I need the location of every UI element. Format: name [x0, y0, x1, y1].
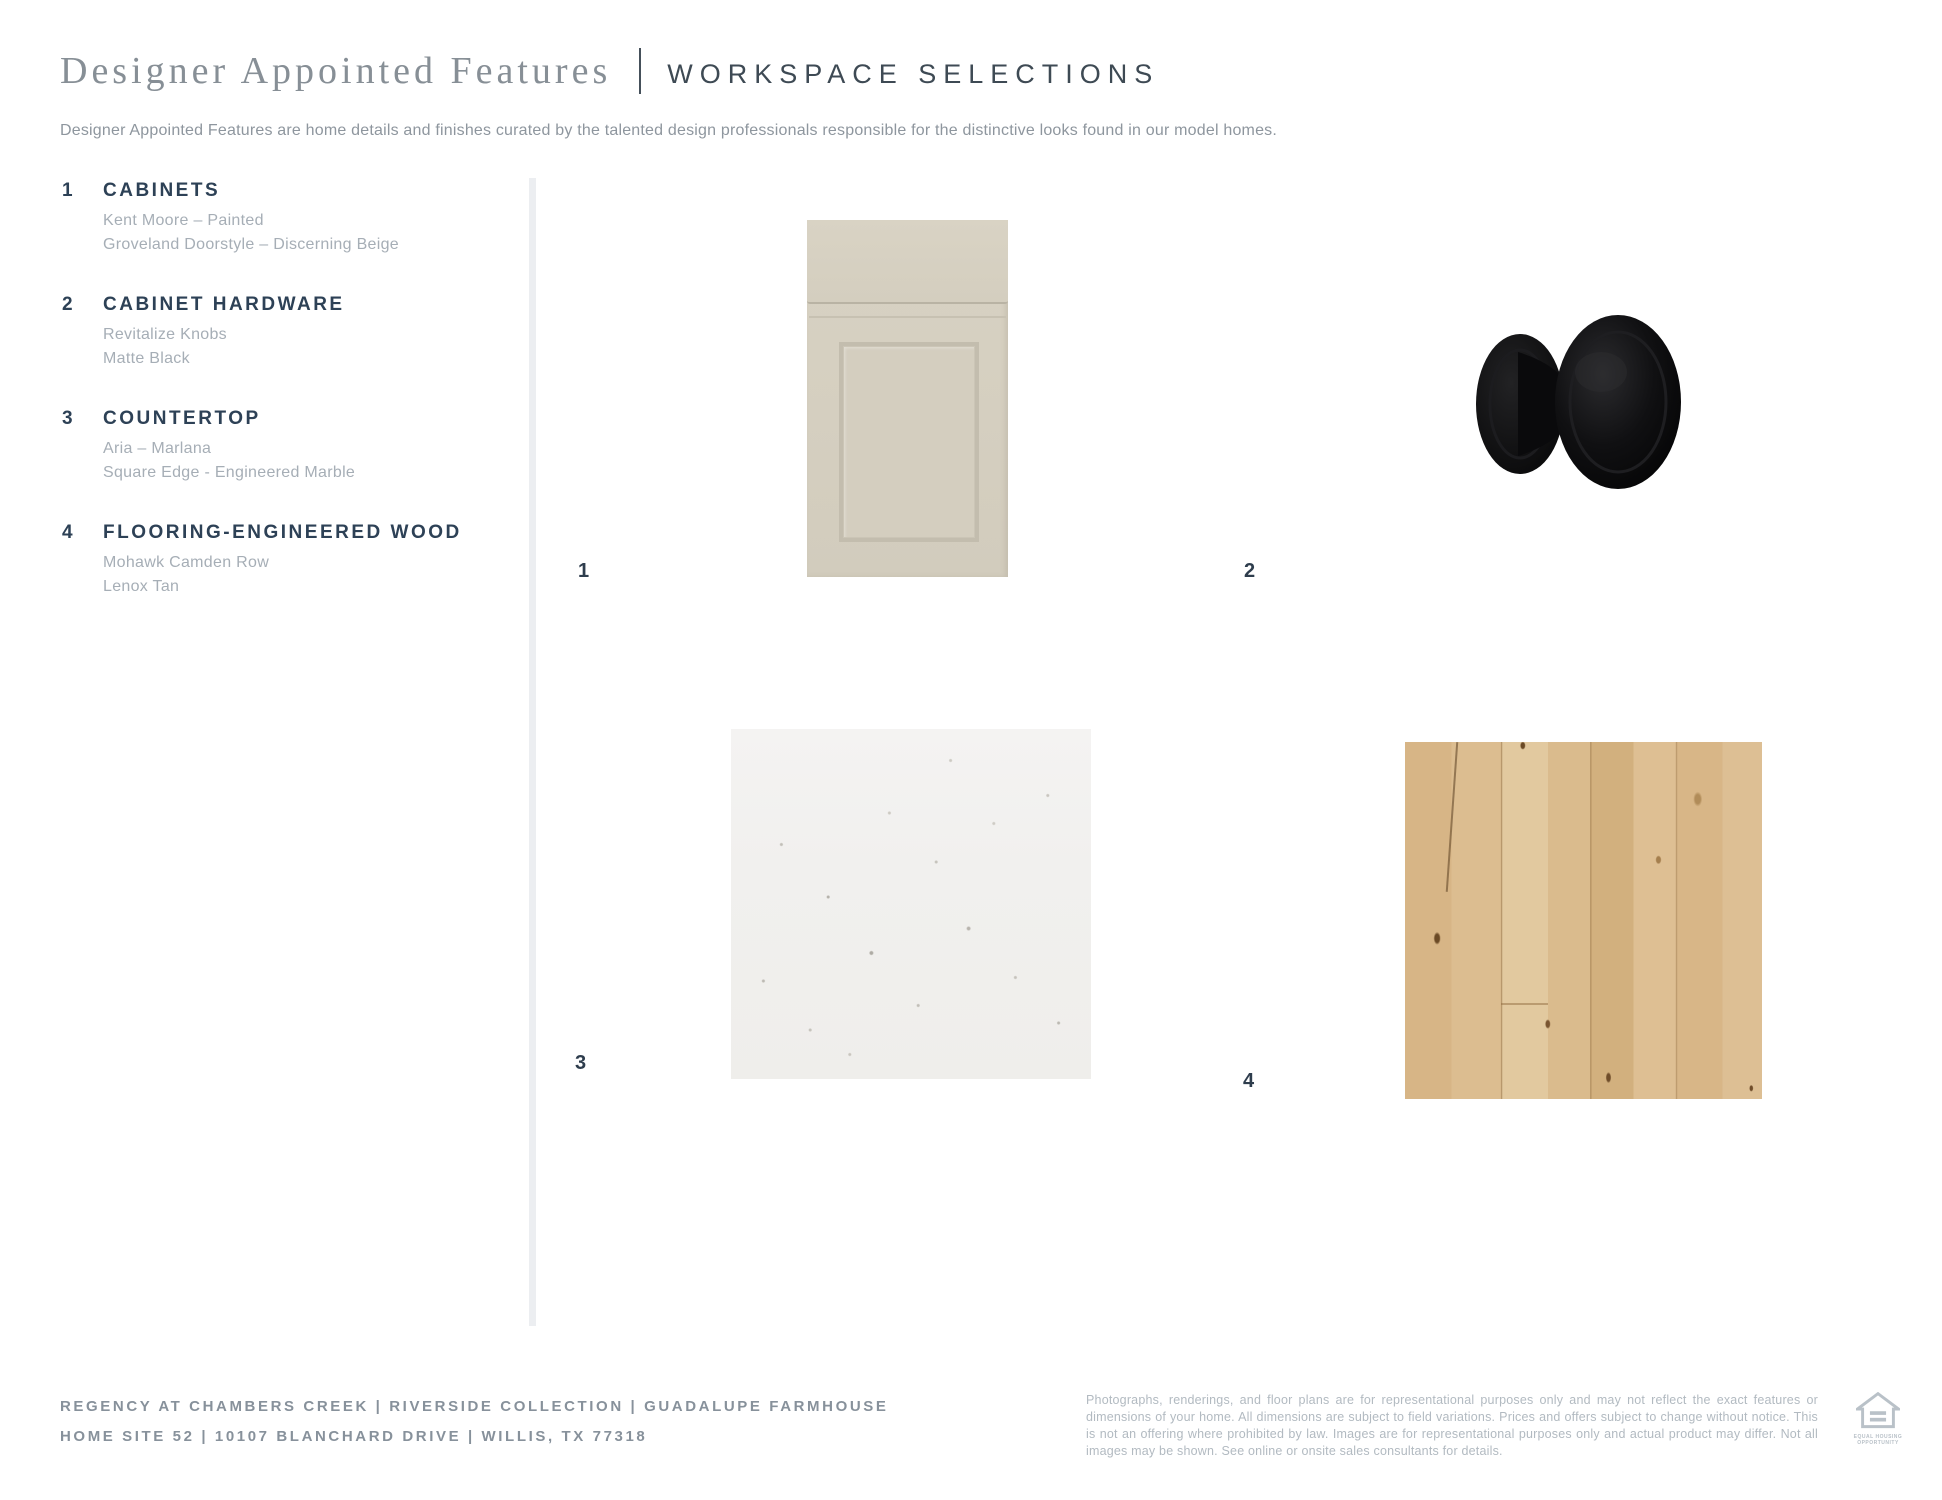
selection-title: FLOORING-ENGINEERED WOOD	[103, 522, 462, 543]
disclaimer-text: Photographs, renderings, and floor plans are for representational purposes only and may not reflect the exact features or dimensions of your home. All dimensions are subject to field variations. Prices and offers subject to change without notice. This is not an offering where prohibited by law. Images are for representational purposes only and actual product may differ. Not all images may be shown. See online or onsite sales consultants for details.	[1086, 1393, 1818, 1458]
vertical-divider	[529, 178, 536, 1326]
selection-title: CABINETS	[103, 180, 221, 201]
knob-icon	[1468, 306, 1686, 498]
selection-number: 2	[62, 294, 74, 315]
selection-details	[103, 209, 492, 257]
page-subtitle: WORKSPACE SELECTIONS	[667, 58, 1160, 89]
title-divider	[639, 48, 641, 94]
equal-housing-text-line2: OPPORTUNITY	[1857, 1440, 1899, 1446]
swatch-label-2: 2	[1244, 560, 1256, 582]
countertop-swatch	[731, 729, 1091, 1079]
selection-title: CABINET HARDWARE	[103, 294, 345, 315]
wood-flooring-swatch	[1405, 742, 1762, 1099]
selection-detail: Kent Moore – Painted	[103, 212, 264, 229]
selection-item-flooring	[62, 522, 492, 599]
selection-head	[62, 408, 492, 430]
selection-number: 4	[62, 522, 74, 543]
page-header	[60, 48, 1159, 94]
selection-item-cabinets	[62, 180, 492, 257]
selection-head	[62, 180, 492, 202]
page-title: Designer Appointed Features	[60, 50, 612, 92]
cabinet-door-panel	[839, 342, 979, 542]
selection-head	[62, 294, 492, 316]
equal-housing-text-line1: EQUAL HOUSING	[1853, 1434, 1903, 1440]
selection-detail: Groveland Doorstyle – Discerning Beige	[103, 236, 399, 253]
equal-housing-icon	[1856, 1392, 1900, 1429]
selections-list	[62, 180, 492, 636]
footer-community-info	[60, 1392, 889, 1452]
selection-item-countertop	[62, 408, 492, 485]
selection-details	[103, 551, 492, 599]
selection-number: 1	[62, 180, 74, 201]
selection-detail: Matte Black	[103, 350, 190, 367]
page-description: Designer Appointed Features are home details and finishes curated by the talented design professionals responsible for the distinctive looks found in our model homes.	[60, 122, 1278, 139]
selection-detail: Mohawk Camden Row	[103, 554, 270, 571]
selection-detail: Lenox Tan	[103, 578, 180, 595]
cabinet-knob-swatch	[1468, 306, 1686, 498]
cabinet-drawer-front	[807, 220, 1008, 304]
selection-details	[103, 323, 492, 371]
swatch-label-4: 4	[1243, 1070, 1255, 1092]
selection-number: 3	[62, 408, 74, 429]
swatch-label-3: 3	[575, 1052, 587, 1074]
selection-head	[62, 522, 492, 544]
cabinet-door-swatch	[807, 220, 1008, 577]
selection-detail: Square Edge - Engineered Marble	[103, 464, 356, 481]
selection-detail: Revitalize Knobs	[103, 326, 227, 343]
footer-community-line: REGENCY AT CHAMBERS CREEK | RIVERSIDE COLLECTION | GUADALUPE FARMHOUSE	[60, 1398, 889, 1415]
swatch-label-1: 1	[578, 560, 590, 582]
selection-title: COUNTERTOP	[103, 408, 261, 429]
selection-details	[103, 437, 492, 485]
selection-detail: Aria – Marlana	[103, 440, 212, 457]
equal-housing-logo	[1852, 1392, 1904, 1446]
footer-site-line: HOME SITE 52 | 10107 BLANCHARD DRIVE | WILLIS, TX 77318	[60, 1428, 648, 1445]
selection-item-cabinet-hardware	[62, 294, 492, 371]
